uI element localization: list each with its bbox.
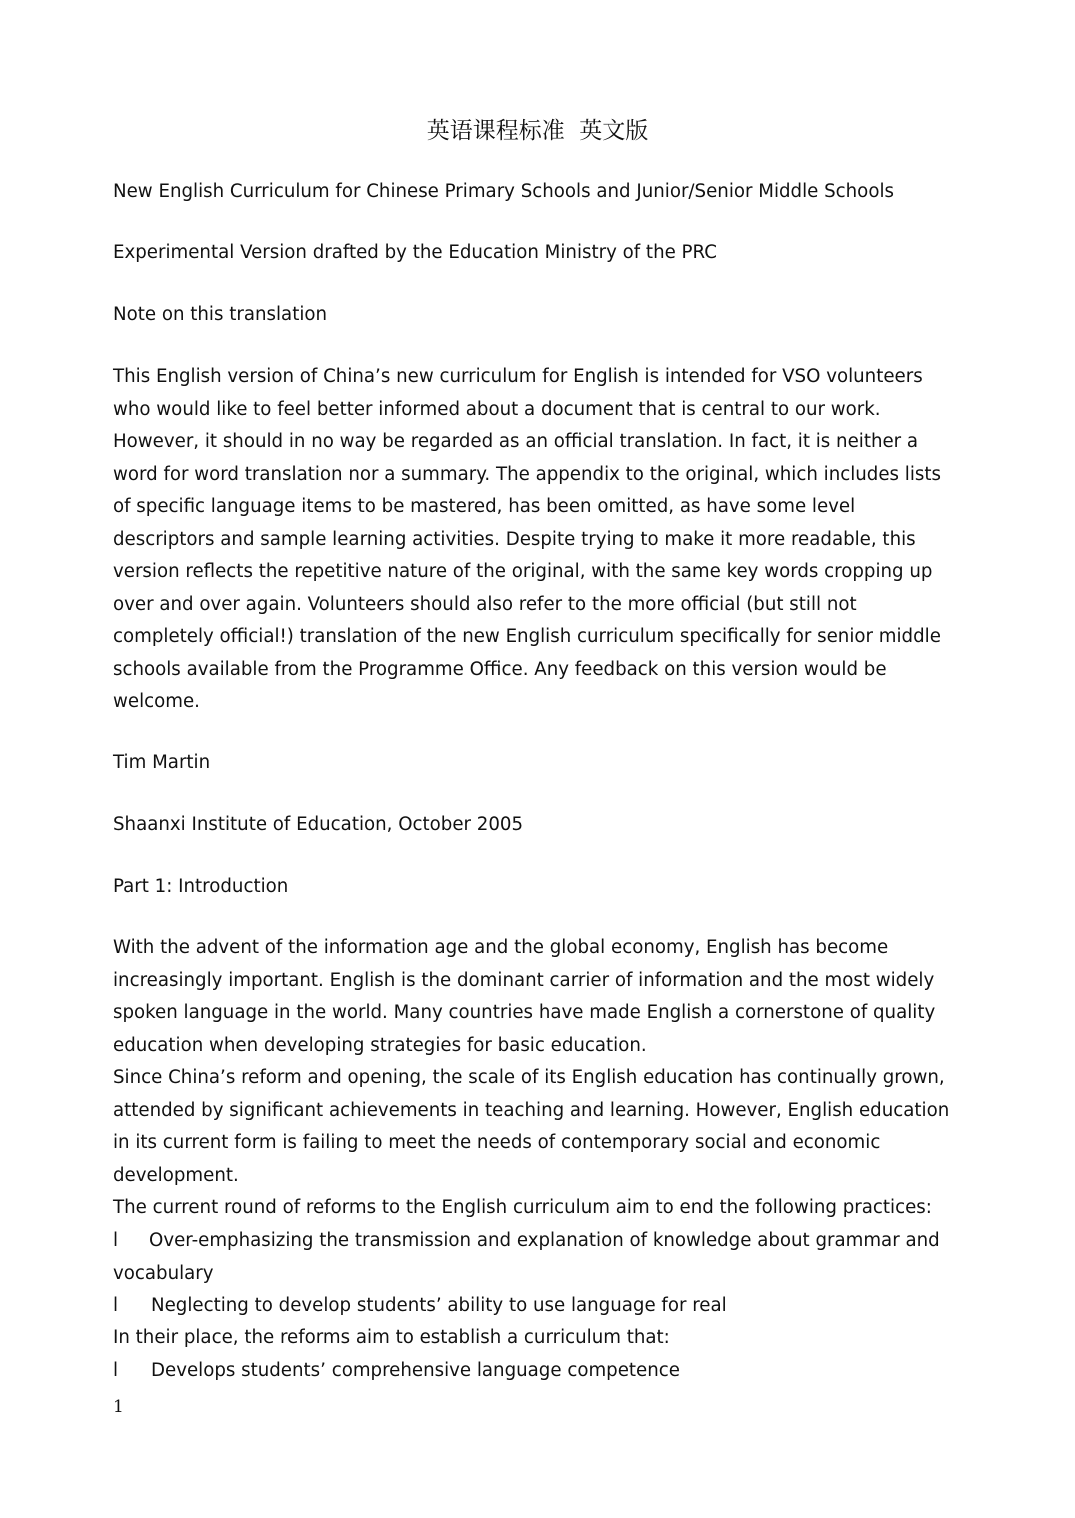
part-heading: Part 1: Introduction (113, 876, 289, 897)
paragraph-line: However, it should in no way be regarded as an official translation. In fact, it is neither a (113, 431, 919, 452)
list-item (113, 1355, 965, 1388)
institution-date: Shaanxi Institute of Education, October 2005 (113, 814, 524, 835)
paragraph-line: descriptors and sample learning activities. Despite trying to make it more readable, this (113, 528, 916, 550)
author-name: Tim Martin (113, 752, 211, 773)
paragraph-line: Since China’s reform and opening, the scale of its English education has continually grown, (113, 1067, 945, 1088)
paragraph-line: completely official!) translation of the new English curriculum specifically for senior middle (113, 626, 941, 647)
bullet-marker: l (113, 1295, 119, 1316)
list-item (113, 1290, 965, 1323)
note-paragraph (113, 361, 965, 719)
paragraph-line: welcome. (113, 691, 200, 712)
list-item-text: Develops students’ comprehensive language competence (151, 1360, 680, 1381)
paragraph-line: over and over again. Volunteers should also refer to the more official (but still not (113, 593, 857, 615)
paragraph-line: who would like to feel better informed about a document that is central to our work. (113, 398, 881, 420)
page-title: 英语课程标准 英文版 (426, 118, 649, 144)
page-number: 1 (113, 1397, 124, 1417)
paragraph-line: development. (113, 1164, 239, 1186)
reforms-lead-line: The current round of reforms to the English curriculum aim to end the following practices: (113, 1197, 932, 1218)
paragraph-line: word for word translation nor a summary. The appendix to the original, which includes lists (113, 463, 941, 485)
paragraph-line: This English version of China’s new curriculum for English is intended for VSO volunteers (113, 366, 923, 387)
establish-lead-line: In their place, the reforms aim to establish a curriculum that: (113, 1327, 670, 1348)
intro-paragraph-2 (113, 1062, 965, 1192)
paragraph-line: attended by significant achievements in teaching and learning. However, English education (113, 1099, 950, 1121)
paragraph-line: With the advent of the information age and the global economy, English has become (113, 937, 889, 958)
intro-paragraph-1 (113, 932, 965, 1062)
list-item (113, 1225, 965, 1290)
document-subtitle: New English Curriculum for Chinese Primary Schools and Junior/Senior Middle Schools (113, 181, 894, 202)
paragraph-line: version reflects the repetitive nature of the original, with the same key words cropping up (113, 561, 933, 582)
paragraph-line: increasingly important. English is the dominant carrier of information and the most widely (113, 969, 935, 991)
paragraph-line: of specific language items to be mastered, has been omitted, as have some level (113, 496, 856, 517)
version-line: Experimental Version drafted by the Education Ministry of the PRC (113, 242, 717, 263)
list-item-text: Neglecting to develop students’ ability to use language for real (151, 1295, 727, 1316)
paragraph-line: education when developing strategies for basic education. (113, 1034, 647, 1056)
list-item-text: vocabulary (113, 1262, 214, 1284)
paragraph-line: in its current form is failing to meet the needs of contemporary social and economic (113, 1132, 881, 1153)
paragraph-line: spoken language in the world. Many countries have made English a cornerstone of quality (113, 1002, 936, 1023)
list-item-text: Over-emphasizing the transmission and explanation of knowledge about grammar and (149, 1230, 940, 1251)
note-heading: Note on this translation (113, 304, 328, 325)
bullet-marker: l (113, 1360, 119, 1381)
bullet-marker: l (113, 1230, 119, 1251)
paragraph-line: schools available from the Programme Office. Any feedback on this version would be (113, 658, 887, 680)
